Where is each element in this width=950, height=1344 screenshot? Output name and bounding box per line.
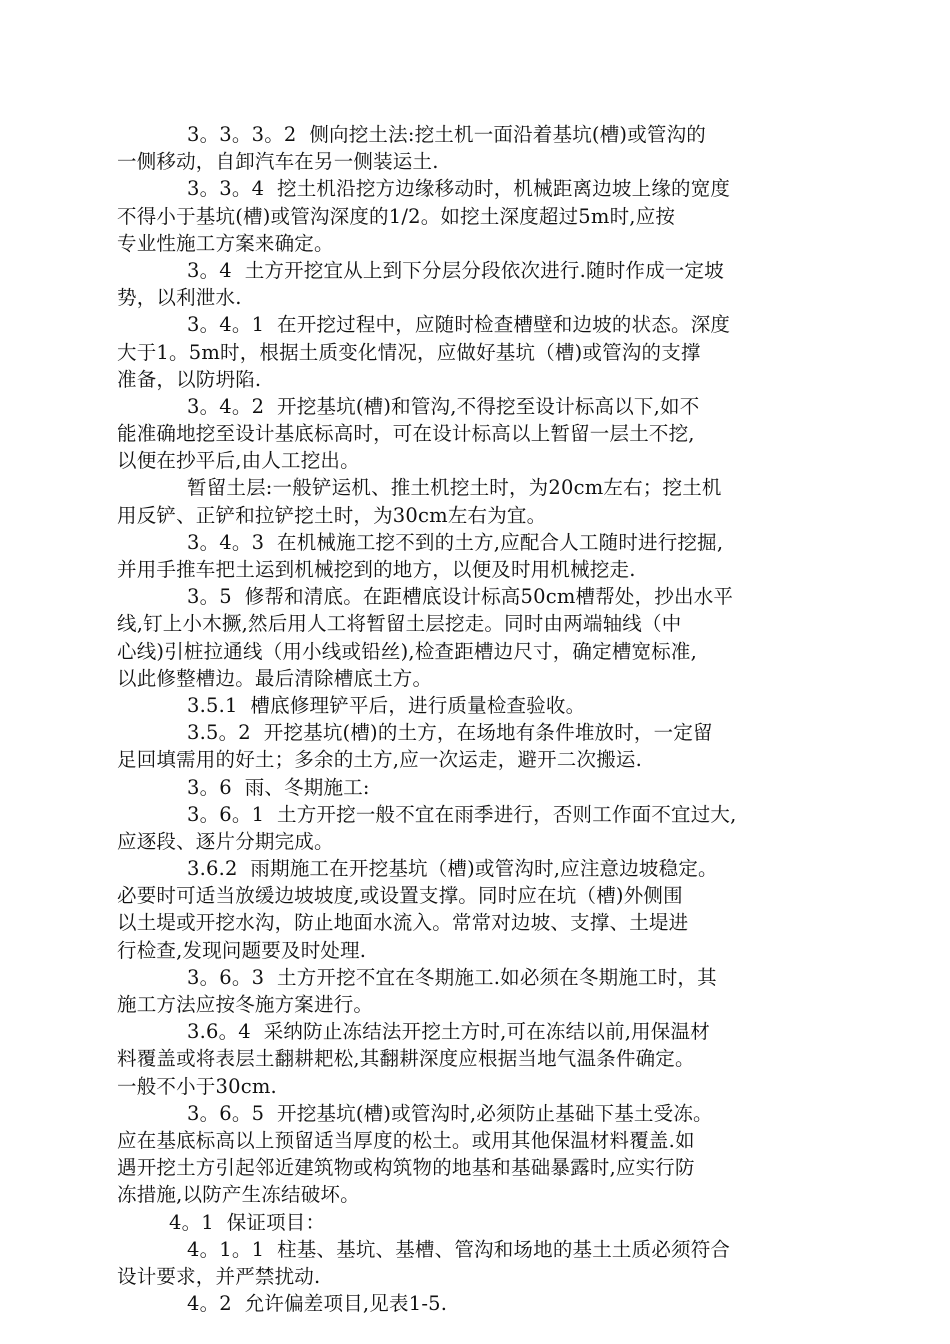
text-line: 能准确地挖至设计基底标高时，可在设计标高以上暂留一层土不挖, <box>117 422 695 446</box>
text-line: 势，以利泄水. <box>117 286 242 310</box>
text-line: 3。3。4 挖土机沿挖方边缘移动时，机械距离边坡上缘的宽度 <box>187 177 731 201</box>
text-line: 3。6。5 开挖基坑(槽)或管沟时,必须防止基础下基土受冻。 <box>187 1101 713 1125</box>
text-line: 大于1。5m时，根据土质变化情况，应做好基坑（槽)或管沟的支撑 <box>117 340 701 364</box>
text-line: 设计要求，并严禁扰动. <box>117 1264 321 1288</box>
text-line: 线,钉上小木撅,然后用人工将暂留土层挖走。同时由两端轴线（中 <box>117 612 682 636</box>
text-line: 行检查,发现问题要及时处理. <box>117 938 367 962</box>
text-line: 3。6 雨、冬期施工: <box>187 775 370 799</box>
text-line: 必要时可适当放缓边坡坡度,或设置支撑。同时应在坑（槽)外侧围 <box>117 884 683 908</box>
text-line: 遇开挖土方引起邻近建筑物或构筑物的地基和基础暴露时,应实行防 <box>117 1156 695 1180</box>
text-line: 一侧移动，自卸汽车在另一侧装运土. <box>117 150 439 174</box>
text-line: 3。4 土方开挖宜从上到下分层分段依次进行.随时作成一定坡 <box>187 258 724 282</box>
text-line: 4。1。1 柱基、基坑、基槽、管沟和场地的基土土质必须符合 <box>187 1237 731 1261</box>
text-line: 料覆盖或将表层土翻耕耙松,其翻耕深度应根据当地气温条件确定。 <box>117 1047 695 1071</box>
text-line: 施工方法应按冬施方案进行。 <box>117 993 374 1016</box>
text-line: 3.6.2 雨期施工在开挖基坑（槽)或管沟时,应注意边坡稳定。 <box>187 857 718 881</box>
text-line: 并用手推车把土运到机械挖到的地方，以便及时用机械挖走. <box>117 558 636 581</box>
text-line: 应逐段、逐片分期完成。 <box>117 829 334 853</box>
text-line: 3.6。4 采纳防止冻结法开挖土方时,可在冻结以前,用保温材 <box>187 1020 710 1044</box>
text-line: 足回填需用的好土；多余的土方,应一次运走，避开二次搬运. <box>117 748 642 772</box>
text-line: 3。6。3 土方开挖不宜在冬期施工.如必须在冬期施工时，其 <box>187 965 717 989</box>
text-line: 4。1 保证项目： <box>169 1210 326 1234</box>
text-line: 3。4。2 开挖基坑(槽)和管沟,不得挖至设计标高以下,如不 <box>187 394 700 418</box>
text-line: 冻措施,以防产生冻结破坏。 <box>117 1183 360 1207</box>
text-line: 以此修整槽边。最后清除槽底土方。 <box>117 666 433 690</box>
text-line: 4。2 允许偏差项目,见表1-5. <box>187 1292 448 1316</box>
text-line: 3。3。3。2 侧向挖土法:挖土机一面沿着基坑(槽)或管沟的 <box>187 123 707 146</box>
text-line: 用反铲、正铲和拉铲挖土时，为30cm左右为宜。 <box>117 503 547 527</box>
text-line: 不得小于基坑(槽)或管沟深度的1/2。如挖土深度超过5m时,应按 <box>117 204 676 228</box>
text-line: 3。6。1 土方开挖一般不宜在雨季进行，否则工作面不宜过大, <box>187 802 737 826</box>
text-line: 3。4。3 在机械施工挖不到的土方,应配合人工随时进行挖掘, <box>187 530 724 554</box>
text-line: 以便在抄平后,由人工挖出。 <box>117 449 360 473</box>
text-line: 3。4。1 在开挖过程中，应随时检查槽壁和边坡的状态。深度 <box>187 313 731 337</box>
text-line: 以土堤或开挖水沟，防止地面水流入。常常对边坡、支撑、土堤进 <box>117 911 689 935</box>
text-line: 一般不小于30cm. <box>117 1074 277 1098</box>
text-line: 应在基底标高以上预留适当厚度的松土。或用其他保温材料覆盖.如 <box>117 1128 695 1152</box>
text-line: 专业性施工方案来确定。 <box>117 231 334 255</box>
document-body <box>117 121 817 1317</box>
text-line: 3。5 修帮和清底。在距槽底设计标高50cm槽帮处，抄出水平 <box>187 585 734 609</box>
text-line: 暂留土层:一般铲运机、推土机挖土时，为20cm左右；挖土机 <box>187 476 722 500</box>
text-line: 3.5。2 开挖基坑(槽)的土方，在场地有条件堆放时，一定留 <box>187 721 713 745</box>
text-line: 准备，以防坍陷. <box>117 367 262 391</box>
text-line: 心线)引桩拉通线（用小线或铅丝),检查距槽边尺寸，确定槽宽标准, <box>117 639 698 663</box>
text-line: 3.5.1 槽底修理铲平后，进行质量检查验收。 <box>187 693 586 717</box>
